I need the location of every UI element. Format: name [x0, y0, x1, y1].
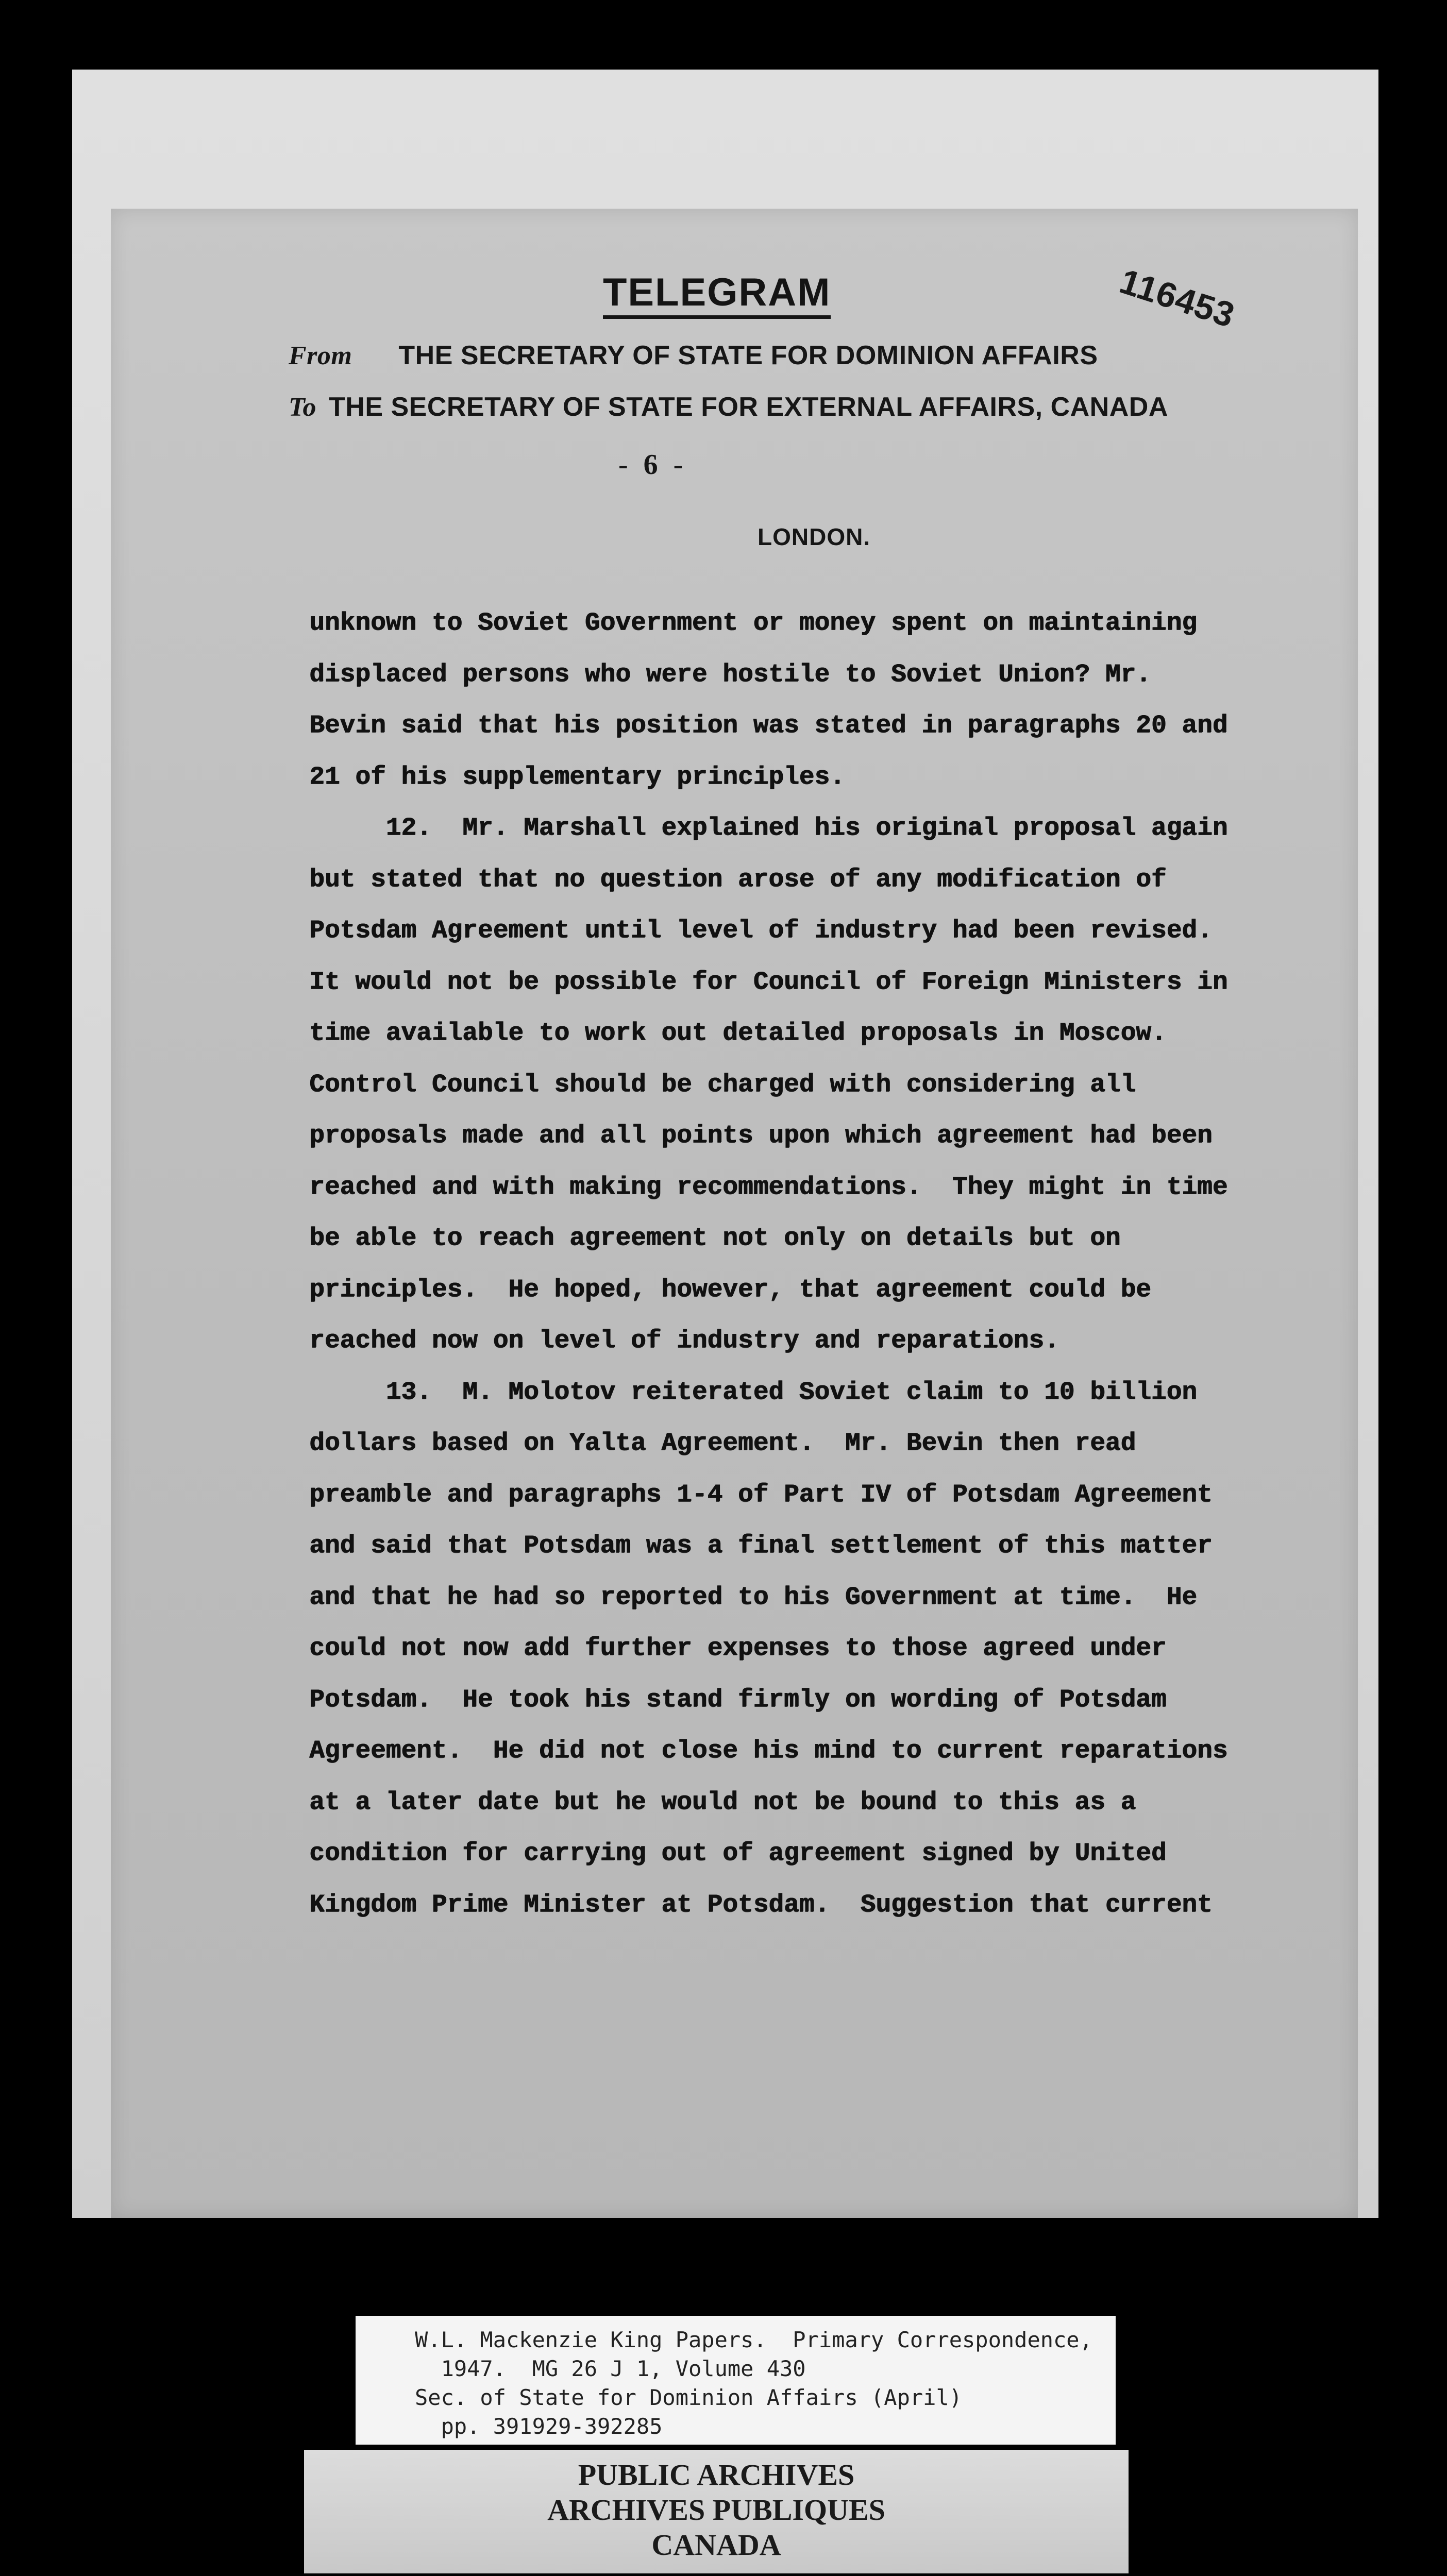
body-line: and said that Potsdam was a final settlement of this matter: [309, 1531, 1213, 1560]
body-line: but stated that no question arose of any modification of: [309, 865, 1167, 894]
body-line: Control Council should be charged with considering all: [309, 1070, 1136, 1099]
body-line: Agreement. He did not close his mind to current reparations: [309, 1736, 1228, 1765]
archive-citation-label: [356, 2316, 1116, 2445]
body-line: at a later date but he would not be bound to this as a: [309, 1787, 1136, 1817]
body-line: time available to work out detailed proposals in Moscow.: [309, 1019, 1167, 1047]
city-label: LONDON.: [758, 523, 871, 550]
body-line: 13. M. Molotov reiterated Soviet claim to 10 billion: [309, 1377, 1197, 1406]
body-line: could not now add further expenses to those agreed under: [309, 1634, 1167, 1663]
body-line: proposals made and all points upon which agreement had been: [309, 1121, 1213, 1150]
body-line: be able to reach agreement not only on details but on: [309, 1224, 1121, 1252]
body-line: 21 of his supplementary principles.: [309, 762, 845, 791]
body-line: preamble and paragraphs 1-4 of Part IV of Potsdam Agreement: [309, 1480, 1213, 1509]
document-number-stamp: 116453: [1115, 261, 1240, 335]
body-line: principles. He hoped, however, that agreement could be: [309, 1275, 1151, 1304]
citation-line: W.L. Mackenzie King Papers. Primary Correspondence,: [415, 2327, 1092, 2352]
body-line: Potsdam Agreement until level of industry had been revised.: [309, 916, 1213, 945]
to-label: To: [289, 393, 316, 422]
public-archives-stamp: [304, 2450, 1129, 2573]
to-value: THE SECRETARY OF STATE FOR EXTERNAL AFFAIRS, CANADA: [329, 392, 1168, 422]
archive-stamp-line: ARCHIVES PUBLIQUES: [547, 2493, 885, 2527]
archive-stamp-line: CANADA: [651, 2528, 781, 2562]
body-line: dollars based on Yalta Agreement. Mr. Bevin then read: [309, 1429, 1136, 1458]
body-line: reached now on level of industry and reparations.: [309, 1326, 1059, 1355]
telegram-body: [309, 598, 1257, 1930]
to-line: [289, 392, 1168, 422]
body-line: Bevin said that his position was stated in paragraphs 20 and: [309, 711, 1228, 740]
body-line: Potsdam. He took his stand firmly on wording of Potsdam: [309, 1685, 1167, 1714]
body-line: Kingdom Prime Minister at Potsdam. Suggestion that current: [309, 1890, 1213, 1919]
body-line: unknown to Soviet Government or money spent on maintaining: [309, 608, 1197, 637]
archive-stamp-line: PUBLIC ARCHIVES: [578, 2458, 855, 2492]
body-line: reached and with making recommendations. They might in time: [309, 1172, 1228, 1201]
body-line: and that he had so reported to his Government at time. He: [309, 1582, 1197, 1612]
citation-line: Sec. of State for Dominion Affairs (April): [415, 2385, 963, 2410]
from-label: From: [289, 341, 352, 370]
page-number: - 6 -: [618, 449, 687, 481]
body-line: displaced persons who were hostile to Soviet Union? Mr.: [309, 659, 1151, 689]
citation-line: pp. 391929-392285: [415, 2414, 663, 2439]
body-line: condition for carrying out of agreement signed by United: [309, 1839, 1167, 1868]
from-line: [289, 340, 1098, 371]
body-line: It would not be possible for Council of Foreign Ministers in: [309, 967, 1228, 996]
body-line: 12. Mr. Marshall explained his original proposal again: [309, 814, 1228, 842]
citation-line: 1947. MG 26 J 1, Volume 430: [415, 2356, 806, 2381]
telegram-heading: TELEGRAM: [603, 273, 831, 319]
from-value: THE SECRETARY OF STATE FOR DOMINION AFFAIRS: [398, 341, 1098, 370]
